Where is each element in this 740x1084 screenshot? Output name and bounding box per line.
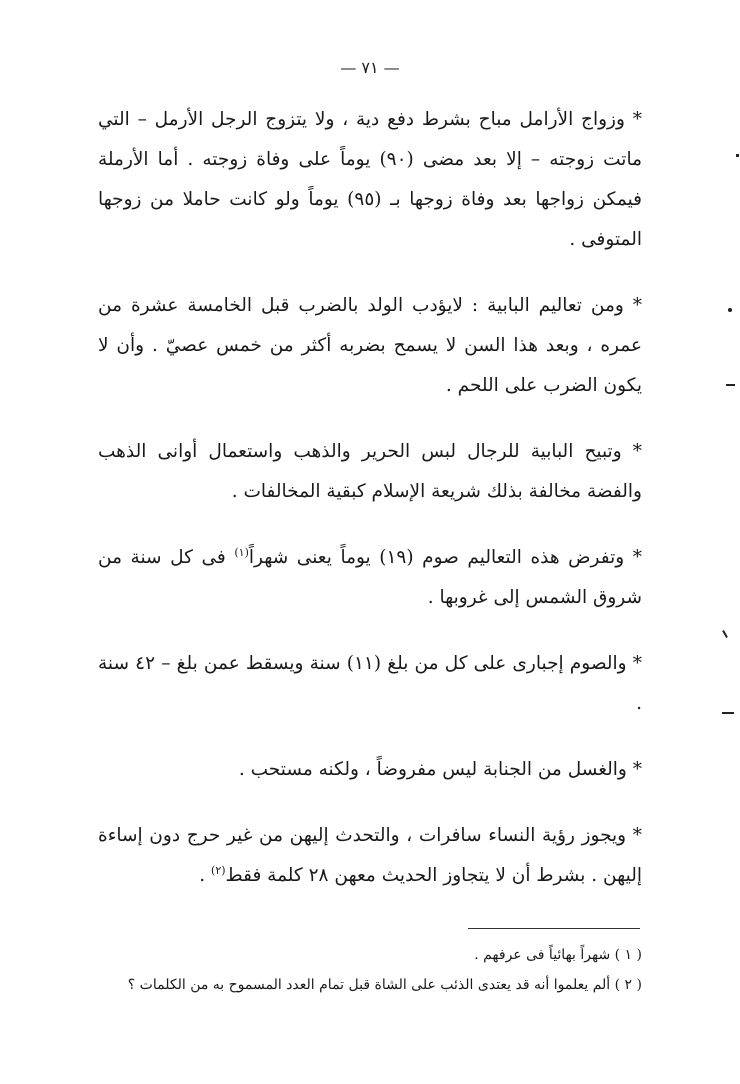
paragraph-fasting <box>98 538 642 618</box>
paragraph-ablution: * والغسل من الجنابة ليس مفروضاً ، ولكنه مستحب . <box>238 759 642 780</box>
paragraph-silk-gold: * وتبيح البابية للرجال لبس الحرير والذهب واستعمال أوانى الذهب والفضة مخالفة بذلك شريعة الإسلام كبقية المخالفات . <box>98 441 642 502</box>
footnote-2: ( ٢ ) ألم يعلموا أنه قد يعتدى الذئب على الشاة قبل تمام العدد المسموح به من الكلمات ؟ <box>127 977 642 993</box>
paragraph-fasting-text-end: فى كل سنة من شروق الشمس إلى غروبها . <box>98 547 642 608</box>
paragraph-widows-marriage: * وزواج الأرامل مباح بشرط دفع دية ، ولا يتزوج الرجل الأرمل – التي ماتت زوجته – إلا بعد مضى (٩٠) يوماً على وفاة زوجته . أما الأرملة فيمكن زواجها بعد وفاة زوجها بـ (٩٥) يوماً ولو كانت حاملا من زوجها المتوفى . <box>98 109 643 250</box>
footnote-ref-2: (٢) <box>211 863 226 877</box>
footnote-ref-1: (١) <box>234 545 249 559</box>
margin-speck <box>722 630 728 638</box>
page-number: — ٧١ — <box>340 58 400 77</box>
margin-speck <box>722 712 734 714</box>
margin-speck <box>736 154 739 157</box>
paragraph-women-conversation <box>98 816 642 896</box>
margin-speck <box>728 308 732 312</box>
main-text <box>98 100 642 926</box>
paragraph-child-discipline: * ومن تعاليم البابية : لايؤدب الولد بالضرب قبل الخامسة عشرة من عمره ، وبعد هذا السن لا يسمح بضربه أكثر من خمس عصيّ . وأن لا يكون الضرب على اللحم . <box>98 295 642 396</box>
margin-speck <box>726 384 735 386</box>
footnote-1: ( ١ ) شهراً بهائياً فى عرفهم . <box>474 947 642 963</box>
paragraph-fasting-text-start: * وتفرض هذه التعاليم صوم (١٩) يوماً يعنى شهراً <box>248 547 642 568</box>
paragraph-women-text-end: . <box>199 865 212 886</box>
paragraph-fasting-age: * والصوم إجبارى على كل من بلغ (١١) سنة ويسقط عمن بلغ – ٤٢ سنة . <box>98 653 642 714</box>
footnotes <box>100 940 642 1000</box>
footnote-divider <box>468 928 640 929</box>
paragraph-women-text-start: * ويجوز رؤية النساء سافرات ، والتحدث إليهن من غير حرج دون إساءة إليهن . بشرط أن لا يتجاوز الحديث معهن ٢٨ كلمة فقط <box>98 825 642 886</box>
